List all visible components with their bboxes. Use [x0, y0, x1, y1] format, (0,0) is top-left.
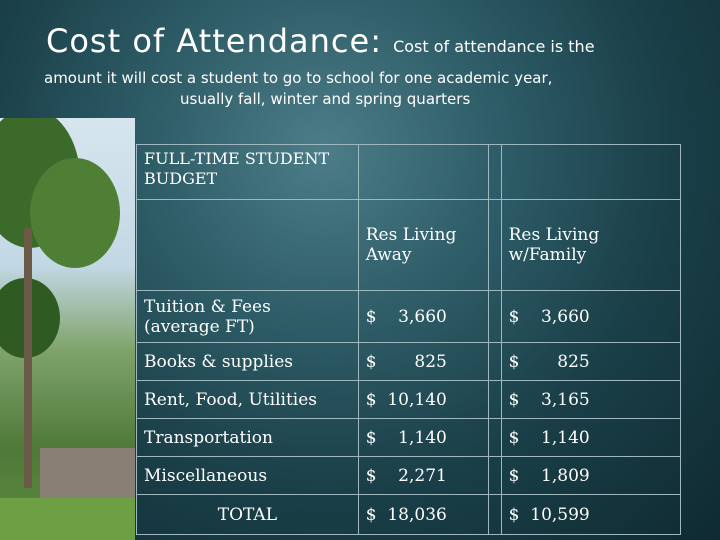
column-header-away: Res Living Away: [358, 200, 489, 291]
table-header-row: [137, 145, 681, 200]
total-family: $ 10,599: [501, 495, 680, 535]
table-row-total: [137, 495, 681, 535]
total-label: TOTAL: [137, 495, 359, 535]
value-away: $ 2,271: [358, 457, 489, 495]
value-family: $ 3,660: [501, 291, 680, 343]
table-row: [137, 457, 681, 495]
value-away: $ 825: [358, 343, 489, 381]
value-away: $ 1,140: [358, 419, 489, 457]
table-row: [137, 343, 681, 381]
budget-table: [136, 144, 681, 535]
row-label: Miscellaneous: [137, 457, 359, 495]
row-label: Transportation: [137, 419, 359, 457]
table-cell: [501, 145, 680, 200]
column-header-row: [137, 200, 681, 291]
table-cell: [489, 457, 501, 495]
total-away: $ 18,036: [358, 495, 489, 535]
table-row: [137, 419, 681, 457]
table-header: FULL-TIME STUDENT BUDGET: [137, 145, 359, 200]
slide-subtitle: Cost of attendance is the: [393, 37, 595, 56]
lawn-shape: [0, 498, 135, 540]
description-line-1: amount it will cost a student to go to school for one academic year,: [44, 69, 553, 87]
tree-shape: [30, 158, 120, 268]
table-cell: [358, 145, 489, 200]
table-cell: [489, 495, 501, 535]
column-header-family: Res Living w/Family: [501, 200, 680, 291]
row-label: Tuition & Fees (average FT): [137, 291, 359, 343]
value-family: $ 1,140: [501, 419, 680, 457]
row-label: Books & supplies: [137, 343, 359, 381]
value-family: $ 825: [501, 343, 680, 381]
table-row: [137, 291, 681, 343]
row-label: Rent, Food, Utilities: [137, 381, 359, 419]
table-cell: [489, 200, 501, 291]
tree-trunk: [24, 228, 32, 488]
description-line-2: usually fall, winter and spring quarters: [180, 90, 471, 108]
value-family: $ 3,165: [501, 381, 680, 419]
table-cell: [137, 200, 359, 291]
slide-description: [44, 68, 654, 110]
table-row: [137, 381, 681, 419]
table-cell: [489, 343, 501, 381]
slide-title: Cost of Attendance:: [46, 22, 382, 60]
campus-photo: [0, 118, 135, 540]
slide-title-row: [46, 22, 595, 60]
table-cell: [489, 145, 501, 200]
table-cell: [489, 291, 501, 343]
value-away: $ 10,140: [358, 381, 489, 419]
table-cell: [489, 419, 501, 457]
value-away: $ 3,660: [358, 291, 489, 343]
value-family: $ 1,809: [501, 457, 680, 495]
table-cell: [489, 381, 501, 419]
